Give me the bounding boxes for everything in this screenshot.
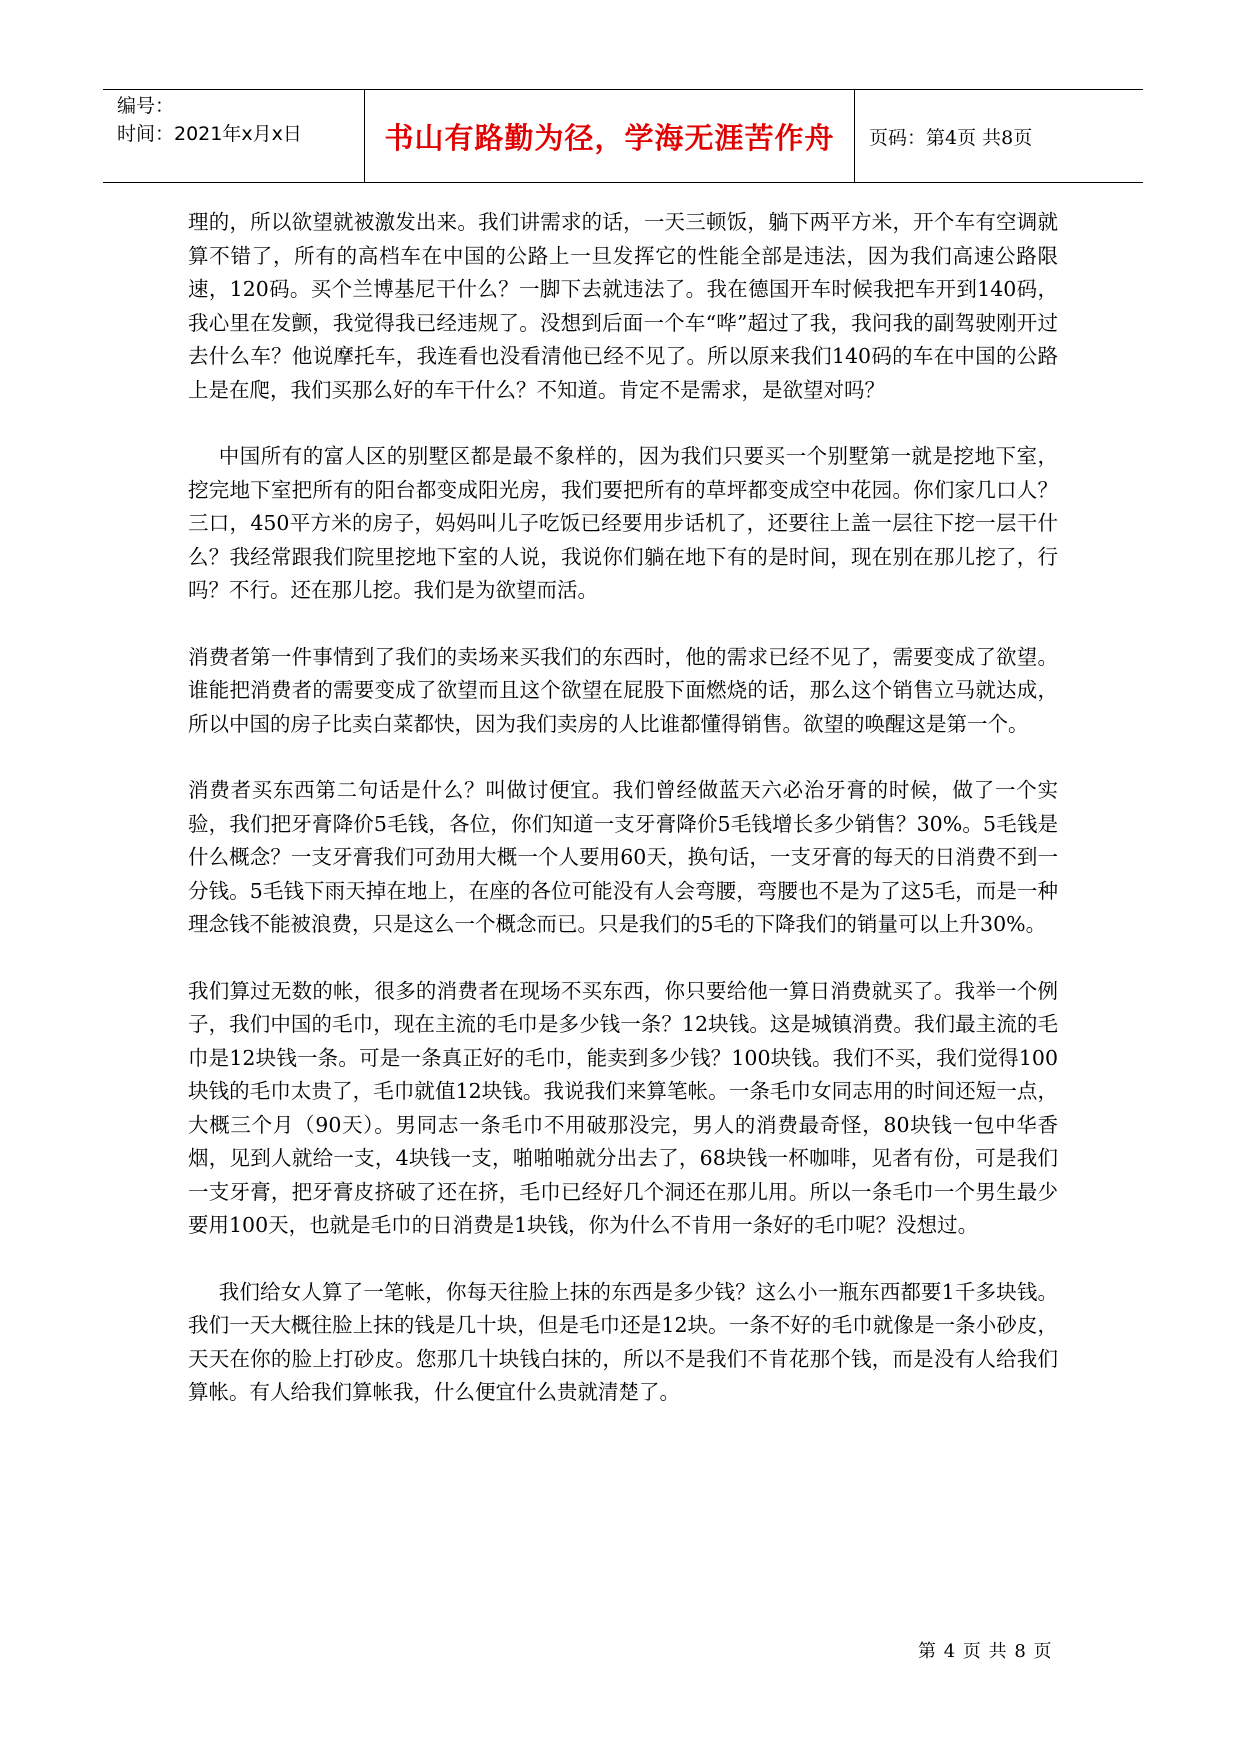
body-paragraph: 我们算过无数的帐，很多的消费者在现场不买东西，你只要给他一算日消费就买了。我举一个例子，我们中国的毛巾，现在主流的毛巾是多少钱一条？12块钱。这是城镇消费。我们最主流的毛巾是12块钱一条。可是一条真正好的毛巾，能卖到多少钱？100块钱。我们不买，我们觉得100块钱的毛巾太贵了，毛巾就值12块钱。我说我们来算笔帐。一条毛巾女同志用的时间还短一点，大概三个月（90天）。男同志一条毛巾不用破那没完，男人的消费最奇怪，80块钱一包中华香烟，见到人就给一支，4块钱一支，啪啪啪就分出去了，68块钱一杯咖啡，见者有份，可是我们一支牙膏，把牙膏皮挤破了还在挤，毛巾已经好几个洞还在那儿用。所以一条毛巾一个男生最少要用100天，也就是毛巾的日消费是1块钱，你为什么不肯用一条好的毛巾呢？没想过。 <box>188 978 1058 1237</box>
document-number-label: 编号： <box>117 95 175 117</box>
body-paragraph: 消费者买东西第二句话是什么？叫做讨便宜。我们曾经做蓝天六必治牙膏的时候，做了一个实验，我们把牙膏降价5毛钱，各位，你们知道一支牙膏降价5毛钱增长多少销售？30%。5毛钱是什么概念？一支牙膏我们可劲用大概一个人要用60天，换句话，一支牙膏的每天的日消费不到一分钱。5毛钱下雨天掉在地上，在座的各位可能没有人会弯腰，弯腰也不是为了这5毛，而是一种理念钱不能被浪费，只是这么一个概念而已。只是我们的5毛的下降我们的销量可以上升30%。 <box>188 778 1058 936</box>
body-paragraph: 我们给女人算了一笔帐，你每天往脸上抹的东西是多少钱？这么小一瓶东西都要1千多块钱。我们一天大概往脸上抹的钱是几十块，但是毛巾还是12块。一条不好的毛巾就像是一条小砂皮，天天在你的脸上打砂皮。您那几十块钱白抹的，所以不是我们不肯花那个钱，而是没有人给我们算帐。有人给我们算帐我，什么便宜什么贵就清楚了。 <box>188 1279 1058 1404</box>
header-motto: 书山有路勤为径，学海无涯苦作舟 <box>365 90 855 182</box>
header-meta <box>103 90 365 182</box>
page-footer: 第 4 页 共 8 页 <box>918 1641 1053 1662</box>
document-body <box>188 206 1058 1443</box>
body-paragraph: 中国所有的富人区的别墅区都是最不象样的，因为我们只要买一个别墅第一就是挖地下室，挖完地下室把所有的阳台都变成阳光房，我们要把所有的草坪都变成空中花园。你们家几口人？三口，450平方米的房子，妈妈叫儿子吃饭已经要用步话机了，还要往上盖一层往下挖一层干什么？我经常跟我们院里挖地下室的人说，我说你们躺在地下有的是时间，现在别在那儿挖了，行吗？不行。还在那儿挖。我们是为欲望而活。 <box>188 444 1058 602</box>
body-paragraph: 消费者第一件事情到了我们的卖场来买我们的东西时，他的需求已经不见了，需要变成了欲望。谁能把消费者的需要变成了欲望而且这个欲望在屁股下面燃烧的话，那么这个销售立马就达成，所以中国的房子比卖白菜都快，因为我们卖房的人比谁都懂得销售。欲望的唤醒这是第一个。 <box>188 644 1058 736</box>
page-header <box>103 89 1143 183</box>
body-paragraph: 理的，所以欲望就被激发出来。我们讲需求的话，一天三顿饭，躺下两平方米，开个车有空调就算不错了，所有的高档车在中国的公路上一旦发挥它的性能全部是违法，因为我们高速公路限速，120码。买个兰博基尼干什么？一脚下去就违法了。我在德国开车时候我把车开到140码，我心里在发颤，我觉得我已经违规了。没想到后面一个车“哗”超过了我，我问我的副驾驶刚开过去什么车？他说摩托车，我连看也没看清他已经不见了。所以原来我们140码的车在中国的公路上是在爬，我们买那么好的车干什么？不知道。肯定不是需求，是欲望对吗？ <box>188 210 1058 402</box>
header-page-label: 页码：第4页 共8页 <box>869 126 1033 149</box>
document-time-label: 时间：2021年x月x日 <box>117 123 302 145</box>
